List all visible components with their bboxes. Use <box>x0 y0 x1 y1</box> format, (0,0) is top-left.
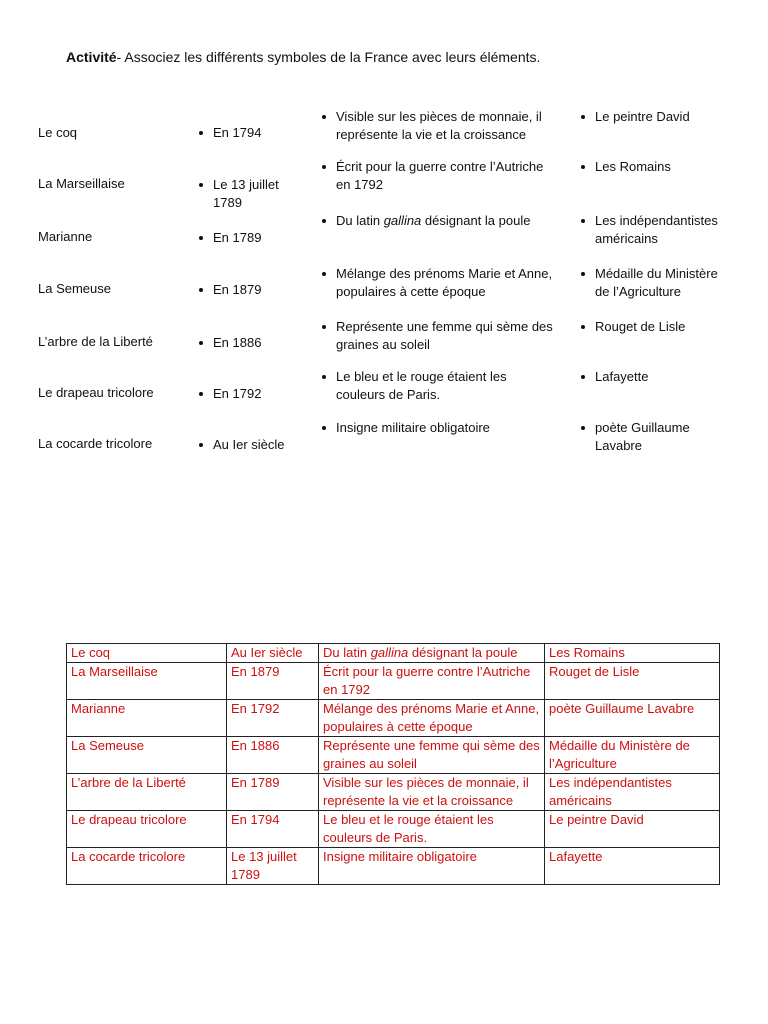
date-item: En 1886 <box>213 335 262 350</box>
description-text: Le bleu et le rouge étaient les couleurs de Paris. <box>336 369 507 402</box>
description-item <box>336 158 558 194</box>
table-row <box>67 663 720 700</box>
answer-person-cell: Médaille du Ministère de l’Agriculture <box>545 737 720 774</box>
table-row <box>67 700 720 737</box>
answer-description-cell <box>319 700 545 737</box>
activity-heading <box>66 48 726 66</box>
description-item <box>336 212 558 230</box>
person-item: Les Romains <box>595 159 671 174</box>
answer-date-cell: En 1792 <box>227 700 319 737</box>
answer-symbol-cell: La cocarde tricolore <box>67 848 227 885</box>
activity-instruction: - Associez les différents symboles de la France avec leurs éléments. <box>116 49 541 65</box>
answer-symbol-cell: La Semeuse <box>67 737 227 774</box>
bullet-icon <box>199 236 203 240</box>
answer-description-cell <box>319 774 545 811</box>
date-item: Au Ier siècle <box>213 437 285 452</box>
symbol-item: L’arbre de la Liberté <box>38 334 153 349</box>
bullet-icon <box>581 426 585 430</box>
answer-date-cell: En 1794 <box>227 811 319 848</box>
emphasis-text: gallina <box>383 213 422 228</box>
bullet-icon <box>581 165 585 169</box>
description-text: Visible sur les pièces de monnaie, il représente la vie et la croissance <box>323 775 529 808</box>
answer-description-cell <box>319 811 545 848</box>
bullet-icon <box>581 325 585 329</box>
bullet-icon <box>199 392 203 396</box>
table-row <box>67 811 720 848</box>
bullet-icon <box>322 375 326 379</box>
table-row <box>67 848 720 885</box>
answer-symbol-cell: Le coq <box>67 644 227 663</box>
table-row <box>67 644 720 663</box>
answer-description-cell <box>319 737 545 774</box>
person-item: Les indépendantistes américains <box>595 213 718 246</box>
table-row <box>67 774 720 811</box>
symbol-item: La Marseillaise <box>38 176 125 191</box>
answer-description-cell <box>319 663 545 700</box>
bullet-icon <box>199 443 203 447</box>
answer-person-cell: poète Guillaume Lavabre <box>545 700 720 737</box>
answer-person-cell: Le peintre David <box>545 811 720 848</box>
description-item <box>336 368 558 404</box>
bullet-icon <box>581 115 585 119</box>
description-item <box>336 108 558 144</box>
answer-description-cell <box>319 644 545 663</box>
answer-date-cell: Le 13 juillet 1789 <box>227 848 319 885</box>
activity-label: Activité <box>66 49 117 65</box>
table-row <box>67 737 720 774</box>
description-text: Du latin <box>323 645 371 660</box>
answer-symbol-cell: L’arbre de la Liberté <box>67 774 227 811</box>
description-text: Écrit pour la guerre contre l’Autriche en 1792 <box>323 664 531 697</box>
symbol-item: Marianne <box>38 229 93 244</box>
bullet-icon <box>199 183 203 187</box>
answer-person-cell: Les indépendantistes américains <box>545 774 720 811</box>
bullet-icon <box>322 219 326 223</box>
answer-date-cell: En 1879 <box>227 663 319 700</box>
description-item <box>336 265 558 301</box>
date-item: Le 13 juillet 1789 <box>213 177 279 210</box>
person-item: poète Guillaume Lavabre <box>595 420 690 453</box>
bullet-icon <box>581 219 585 223</box>
symbol-item: La Semeuse <box>38 281 111 296</box>
description-text: Écrit pour la guerre contre l’Autriche en 1792 <box>336 159 544 192</box>
answer-person-cell: Lafayette <box>545 848 720 885</box>
bullet-icon <box>322 272 326 276</box>
answer-person-cell: Rouget de Lisle <box>545 663 720 700</box>
bullet-icon <box>322 325 326 329</box>
person-item: Lafayette <box>595 369 649 384</box>
description-text: désignant la poule <box>408 645 518 660</box>
description-text: désignant la poule <box>421 213 531 228</box>
description-text: Du latin <box>336 213 384 228</box>
description-text: Insigne militaire obligatoire <box>323 849 477 864</box>
description-text: Mélange des prénoms Marie et Anne, populaires à cette époque <box>323 701 540 734</box>
person-item: Médaille du Ministère de l’Agriculture <box>595 266 718 299</box>
date-item: En 1789 <box>213 230 262 245</box>
description-text: Le bleu et le rouge étaient les couleurs de Paris. <box>323 812 494 845</box>
description-text: Insigne militaire obligatoire <box>336 420 490 435</box>
answer-date-cell: Au Ier siècle <box>227 644 319 663</box>
answer-table <box>66 643 720 885</box>
emphasis-text: gallina <box>370 645 409 660</box>
answer-symbol-cell: La Marseillaise <box>67 663 227 700</box>
answer-description-cell <box>319 848 545 885</box>
bullet-icon <box>322 426 326 430</box>
answer-symbol-cell: Marianne <box>67 700 227 737</box>
bullet-icon <box>581 272 585 276</box>
bullet-icon <box>199 288 203 292</box>
bullet-icon <box>322 115 326 119</box>
person-item: Le peintre David <box>595 109 690 124</box>
date-item: En 1792 <box>213 386 262 401</box>
description-text: Visible sur les pièces de monnaie, il représente la vie et la croissance <box>336 109 542 142</box>
symbol-item: Le coq <box>38 125 78 140</box>
symbol-item: La cocarde tricolore <box>38 436 153 451</box>
bullet-icon <box>199 341 203 345</box>
symbol-item: Le drapeau tricolore <box>38 385 154 400</box>
description-text: Représente une femme qui sème des graines au soleil <box>323 738 540 771</box>
description-item <box>336 318 558 354</box>
answer-date-cell: En 1886 <box>227 737 319 774</box>
date-item: En 1794 <box>213 125 262 140</box>
bullet-icon <box>322 165 326 169</box>
description-item <box>336 419 558 437</box>
description-text: Représente une femme qui sème des graines au soleil <box>336 319 553 352</box>
description-text: Mélange des prénoms Marie et Anne, populaires à cette époque <box>336 266 553 299</box>
bullet-icon <box>199 131 203 135</box>
answer-date-cell: En 1789 <box>227 774 319 811</box>
person-item: Rouget de Lisle <box>595 319 686 334</box>
bullet-icon <box>581 375 585 379</box>
date-item: En 1879 <box>213 282 262 297</box>
answer-symbol-cell: Le drapeau tricolore <box>67 811 227 848</box>
answer-person-cell: Les Romains <box>545 644 720 663</box>
